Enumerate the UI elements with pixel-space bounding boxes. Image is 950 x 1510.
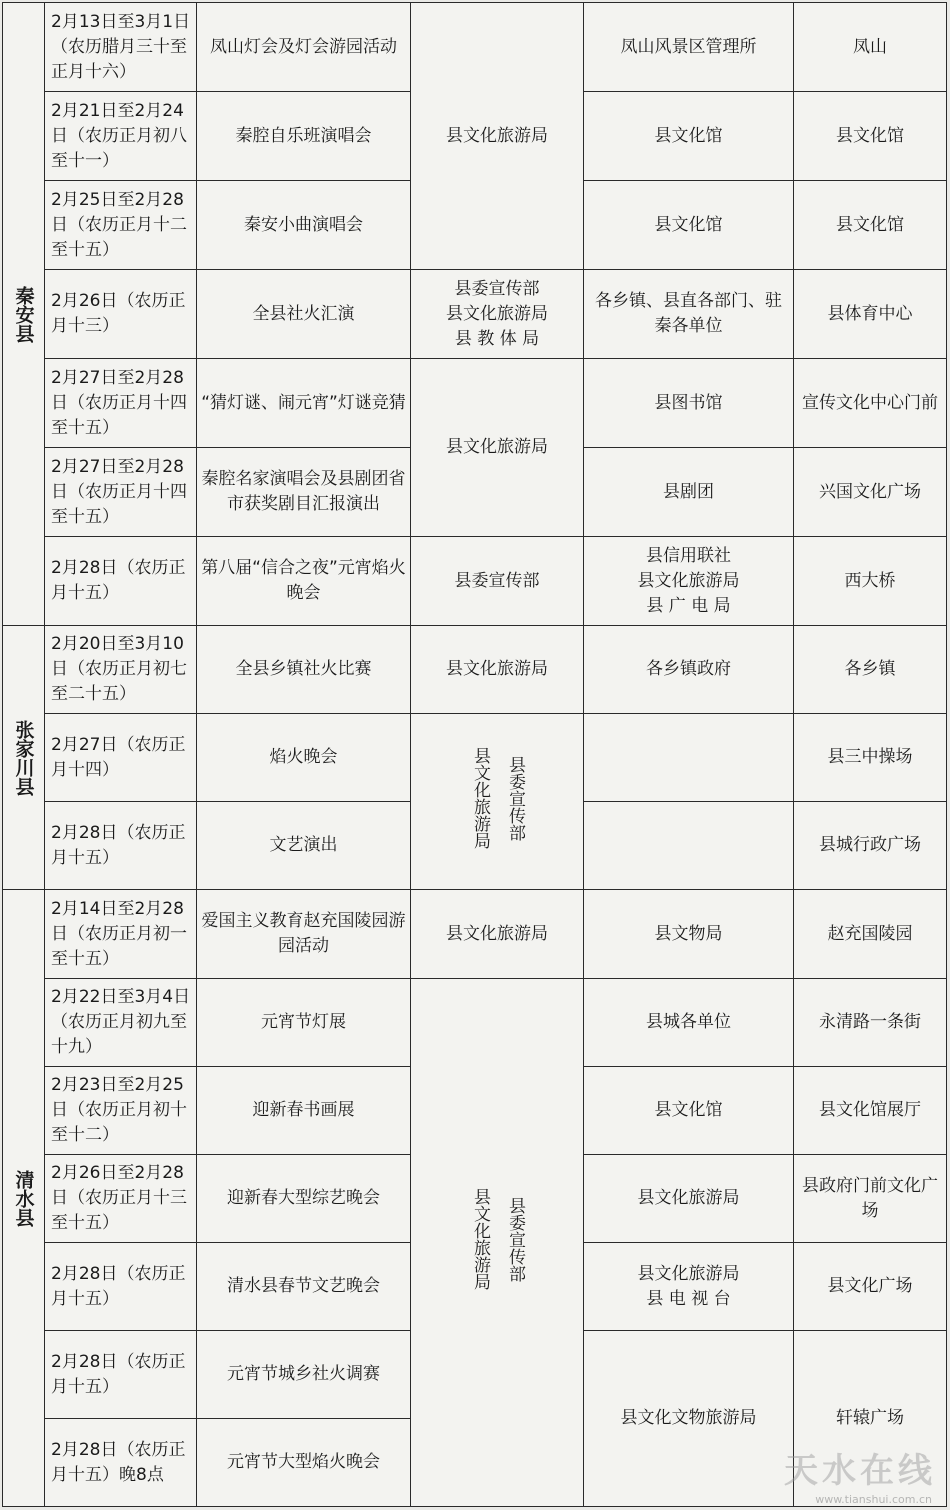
venue-cell: 县文化馆 (794, 181, 947, 270)
event-name: 元宵节大型焰火晚会 (197, 1419, 411, 1507)
event-name: “猜灯谜、闹元宵”灯谜竞猜 (197, 359, 411, 448)
undertaker-cell: 县文化文物旅游局 (584, 1331, 794, 1507)
venue-cell: 县三中操场 (794, 714, 947, 802)
organizer-cell: 县文化旅游局 (411, 890, 584, 979)
undertaker-cell: 县文化馆 (584, 181, 794, 270)
venue-cell: 县城行政广场 (794, 802, 947, 890)
event-name: 第八届“信合之夜”元宵焰火晚会 (197, 537, 411, 626)
event-name: 秦腔名家演唱会及县剧团省市获奖剧目汇报演出 (197, 448, 411, 537)
event-name: 元宵节城乡社火调赛 (197, 1331, 411, 1419)
event-date: 2月28日（农历正月十五） (45, 1243, 197, 1331)
organizer-column-b: 县文化旅游局 (470, 1188, 490, 1290)
event-name: 清水县春节文艺晚会 (197, 1243, 411, 1331)
undertaker-cell: 县文物局 (584, 890, 794, 979)
county-label-zhangjiachuan: 张家川县 (3, 626, 45, 890)
undertaker-cell: 县城各单位 (584, 979, 794, 1067)
organizer-column-a: 县委宣传部 (505, 755, 525, 841)
event-date: 2月14日至2月28日（农历正月初一至十五） (45, 890, 197, 979)
venue-cell: 各乡镇 (794, 626, 947, 714)
event-name: 凤山灯会及灯会游园活动 (197, 3, 411, 92)
event-date: 2月23日至2月25日（农历正月初十至十二） (45, 1067, 197, 1155)
event-date: 2月26日（农历正月十三） (45, 270, 197, 359)
event-name: 元宵节灯展 (197, 979, 411, 1067)
undertaker-cell: 凤山风景区管理所 (584, 3, 794, 92)
undertaker-cell: 县文化馆 (584, 1067, 794, 1155)
table-row (3, 714, 947, 802)
organizer-cell: 县文化旅游局 (411, 359, 584, 537)
undertaker-cell: 县信用联社 县文化旅游局 县 广 电 局 (584, 537, 794, 626)
venue-cell: 宣传文化中心门前 (794, 359, 947, 448)
organizer-column-b: 县文化旅游局 (470, 747, 490, 849)
event-date: 2月27日至2月28日（农历正月十四至十五） (45, 359, 197, 448)
undertaker-cell: 县文化旅游局 县 电 视 台 (584, 1243, 794, 1331)
event-date: 2月21日至2月24日（农历正月初八至十一） (45, 92, 197, 181)
venue-cell: 县文化馆 (794, 92, 947, 181)
organizer-cell: 县文化旅游局 (411, 626, 584, 714)
event-name: 迎新春书画展 (197, 1067, 411, 1155)
event-name: 秦腔自乐班演唱会 (197, 92, 411, 181)
event-name: 迎新春大型综艺晚会 (197, 1155, 411, 1243)
venue-cell: 县文化广场 (794, 1243, 947, 1331)
county-label-qinan: 秦安县 (3, 3, 45, 626)
organizer-cell: 县委宣传部 县文化旅游局 县 教 体 局 (411, 270, 584, 359)
event-date: 2月22日至3月4日（农历正月初九至十九） (45, 979, 197, 1067)
organizer-cell-vertical (411, 979, 584, 1507)
county-label-qingshui: 清水县 (3, 890, 45, 1507)
event-date: 2月28日（农历正月十五） (45, 802, 197, 890)
organizer-column-a: 县委宣传部 (505, 1196, 525, 1282)
undertaker-cell: 县文化馆 (584, 92, 794, 181)
event-name: 秦安小曲演唱会 (197, 181, 411, 270)
undertaker-cell (584, 714, 794, 802)
event-date: 2月28日（农历正月十五）晚8点 (45, 1419, 197, 1507)
venue-cell: 凤山 (794, 3, 947, 92)
venue-cell: 西大桥 (794, 537, 947, 626)
event-name: 文艺演出 (197, 802, 411, 890)
venue-cell: 赵充国陵园 (794, 890, 947, 979)
table-row (3, 3, 947, 92)
undertaker-cell: 各乡镇政府 (584, 626, 794, 714)
event-date: 2月25日至2月28日（农历正月十二至十五） (45, 181, 197, 270)
watermark-url: www.tianshui.com.cn (815, 1493, 932, 1506)
venue-cell: 轩辕广场 (794, 1331, 947, 1507)
event-date: 2月20日至3月10日（农历正月初七至二十五） (45, 626, 197, 714)
organizer-cell: 县委宣传部 (411, 537, 584, 626)
event-date: 2月28日（农历正月十五） (45, 537, 197, 626)
venue-cell: 县政府门前文化广场 (794, 1155, 947, 1243)
event-name: 全县社火汇演 (197, 270, 411, 359)
table-row (3, 979, 947, 1067)
event-date: 2月13日至3月1日（农历腊月三十至正月十六） (45, 3, 197, 92)
organizer-cell-vertical (411, 714, 584, 890)
table-row (3, 890, 947, 979)
table-row (3, 537, 947, 626)
undertaker-cell: 县剧团 (584, 448, 794, 537)
event-name: 焰火晚会 (197, 714, 411, 802)
undertaker-cell: 县文化旅游局 (584, 1155, 794, 1243)
events-table (2, 2, 947, 1507)
organizer-cell: 县文化旅游局 (411, 3, 584, 270)
venue-cell: 县文化馆展厅 (794, 1067, 947, 1155)
event-name: 爱国主义教育赵充国陵园游园活动 (197, 890, 411, 979)
event-date: 2月27日至2月28日（农历正月十四至十五） (45, 448, 197, 537)
undertaker-cell: 各乡镇、县直各部门、驻秦各单位 (584, 270, 794, 359)
undertaker-cell (584, 802, 794, 890)
table-row (3, 270, 947, 359)
table-row (3, 626, 947, 714)
event-date: 2月27日（农历正月十四） (45, 714, 197, 802)
table-row (3, 359, 947, 448)
venue-cell: 永清路一条街 (794, 979, 947, 1067)
venue-cell: 县体育中心 (794, 270, 947, 359)
venue-cell: 兴国文化广场 (794, 448, 947, 537)
watermark-logo: 天水在线 (784, 1451, 936, 1491)
event-date: 2月26日至2月28日（农历正月十三至十五） (45, 1155, 197, 1243)
event-date: 2月28日（农历正月十五） (45, 1331, 197, 1419)
undertaker-cell: 县图书馆 (584, 359, 794, 448)
event-name: 全县乡镇社火比赛 (197, 626, 411, 714)
